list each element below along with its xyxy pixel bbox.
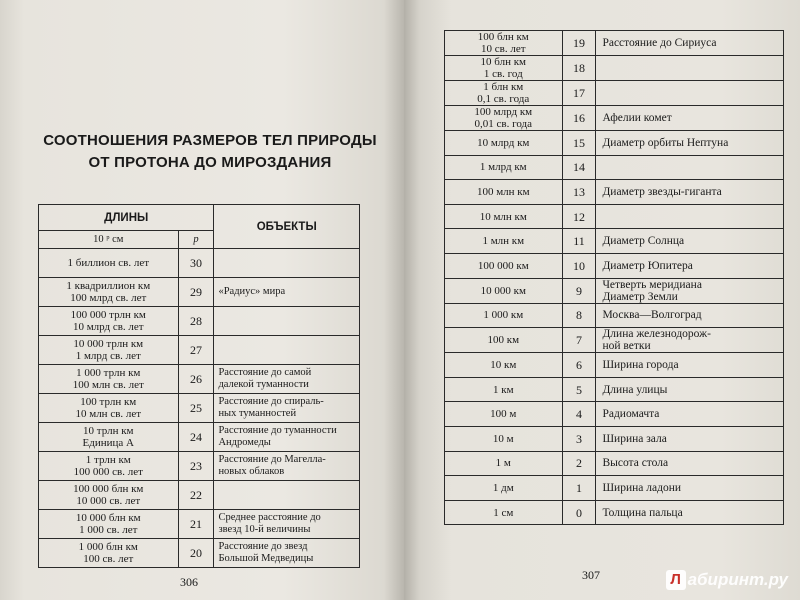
- object-cell: [596, 56, 784, 81]
- exponent-cell: 23: [178, 452, 214, 481]
- table-row: [39, 394, 360, 423]
- length-cell-line: 1 трлн км: [85, 454, 131, 466]
- length-cell: [445, 253, 563, 278]
- length-cell: [445, 353, 563, 378]
- object-cell-line: Расстояние до туманности: [218, 425, 337, 436]
- length-cell: [445, 328, 563, 353]
- object-cell: [214, 278, 360, 307]
- object-cell-line: Москва—Волгоград: [602, 309, 702, 322]
- table-row: [39, 452, 360, 481]
- length-cell: [39, 336, 179, 365]
- length-cell: [445, 31, 563, 56]
- length-cell: [445, 131, 563, 156]
- length-cell-line: 1 св. год: [483, 68, 523, 80]
- length-cell-line: 10 св. лет: [481, 43, 526, 55]
- length-cell: [39, 365, 179, 394]
- object-cell: [596, 81, 784, 106]
- length-cell-line: Единица А: [82, 437, 134, 449]
- length-cell: [445, 56, 563, 81]
- length-cell-line: 10 блн км: [480, 56, 527, 68]
- length-cell-line: 10 млн св. лет: [75, 408, 142, 420]
- object-cell: [596, 204, 784, 229]
- length-cell-line: 100 трлн км: [80, 396, 137, 408]
- exponent-cell: 3: [562, 426, 596, 451]
- length-cell: [445, 81, 563, 106]
- object-cell-line: Большой Медведицы: [218, 553, 314, 564]
- length-cell-line: 10 м: [492, 432, 514, 445]
- right-page: [404, 0, 800, 600]
- object-cell-line: Расстояние до спираль-: [218, 396, 324, 407]
- table-row: [445, 476, 784, 501]
- object-cell: [596, 31, 784, 56]
- object-cell: [214, 336, 360, 365]
- length-cell-line: 10 млрд км: [477, 136, 530, 149]
- length-cell-line: 100 млн км: [476, 185, 530, 198]
- table-row: [445, 278, 784, 303]
- length-cell: [39, 452, 179, 481]
- length-cell: [445, 377, 563, 402]
- length-cell-line: 100 км: [487, 334, 520, 347]
- exponent-cell: 28: [178, 307, 214, 336]
- length-cell-line: 1 000 св. лет: [79, 524, 138, 536]
- object-cell-line: ных туманностей: [218, 408, 297, 419]
- table-row: [445, 303, 784, 328]
- table-row: [39, 307, 360, 336]
- length-cell-line: 1 квадриллион км: [66, 280, 151, 292]
- table-row: [445, 426, 784, 451]
- table-row: [445, 131, 784, 156]
- labirint-logo-icon: Л: [666, 570, 686, 590]
- length-cell: [445, 476, 563, 501]
- length-cell: [39, 510, 179, 539]
- exponent-cell: 9: [562, 278, 596, 303]
- exponent-cell: 22: [178, 481, 214, 510]
- length-cell-line: 100 000 блн км: [73, 483, 144, 495]
- length-cell-line: 10 млрд св. лет: [72, 321, 144, 333]
- header-unit: 10 ᵖ см: [39, 231, 179, 249]
- page-title: [40, 130, 380, 174]
- object-cell-line: Расстояние до звезд: [218, 541, 308, 552]
- length-cell: [445, 180, 563, 205]
- length-cell: [445, 155, 563, 180]
- table-row: [39, 336, 360, 365]
- object-cell: [596, 131, 784, 156]
- length-cell-line: 1 м: [495, 457, 511, 470]
- table-row: [445, 253, 784, 278]
- exponent-cell: 8: [562, 303, 596, 328]
- table-row: [445, 402, 784, 427]
- length-cell: [445, 500, 563, 525]
- watermark-logo: [666, 570, 788, 590]
- page-number-right: 307: [582, 568, 600, 582]
- length-cell: [445, 451, 563, 476]
- exponent-cell: 24: [178, 423, 214, 452]
- length-cell: [445, 426, 563, 451]
- title-line-2: ОТ ПРОТОНА ДО МИРОЗДАНИЯ: [88, 154, 332, 171]
- size-ratio-table-right: [444, 30, 784, 525]
- object-cell-line: Диаметр Солнца: [602, 235, 685, 248]
- length-cell-line: 100 млрд св. лет: [70, 292, 147, 304]
- exponent-cell: 27: [178, 336, 214, 365]
- exponent-cell: 11: [562, 229, 596, 254]
- object-cell-line: Афелии комет: [602, 112, 672, 124]
- object-cell: [596, 426, 784, 451]
- table-row: [445, 229, 784, 254]
- length-cell-line: 10 трлн км: [83, 425, 134, 437]
- length-cell-line: 1 000 трлн км: [76, 367, 141, 379]
- object-cell-line: Среднее расстояние до: [218, 512, 321, 523]
- object-cell: [596, 402, 784, 427]
- object-cell: [596, 106, 784, 131]
- object-cell: [596, 328, 784, 353]
- object-cell-line: Толщина пальца: [602, 506, 683, 519]
- length-cell: [445, 204, 563, 229]
- length-cell-line: 10 000 св. лет: [76, 495, 141, 507]
- table-row: [445, 500, 784, 525]
- length-cell-line: 1 000 блн км: [78, 541, 138, 553]
- object-cell: [214, 452, 360, 481]
- exponent-cell: 12: [562, 204, 596, 229]
- object-cell: [596, 180, 784, 205]
- table-row: [445, 155, 784, 180]
- object-cell-line: новых облаков: [218, 466, 285, 477]
- exponent-cell: 19: [562, 31, 596, 56]
- watermark-text: абиринт.ру: [687, 570, 788, 589]
- length-cell-line: 1 000 км: [483, 309, 524, 322]
- object-cell-line: Высота стола: [602, 457, 669, 470]
- length-cell-line: 10 млн км: [479, 210, 527, 223]
- exponent-cell: 17: [562, 81, 596, 106]
- object-cell: [214, 423, 360, 452]
- object-cell: [596, 303, 784, 328]
- object-cell-line: Четверть меридиана: [602, 278, 702, 291]
- object-cell: [596, 377, 784, 402]
- size-ratio-table-left: [38, 204, 360, 568]
- table-row: [39, 539, 360, 568]
- object-cell-line: Диаметр Юпитера: [602, 259, 693, 272]
- object-cell: [596, 229, 784, 254]
- object-cell: [214, 249, 360, 278]
- length-cell-line: 1 см: [493, 506, 514, 519]
- length-cell-line: 1 млн км: [482, 235, 525, 248]
- table-row: [445, 106, 784, 131]
- length-cell-line: 100 св. лет: [83, 553, 134, 565]
- exponent-cell: 16: [562, 106, 596, 131]
- length-cell-line: 10 000 км: [480, 284, 526, 297]
- table-row: [445, 56, 784, 81]
- length-cell-line: 100 000 св. лет: [73, 466, 143, 478]
- object-cell-line: Ширина зала: [602, 432, 667, 445]
- object-cell: [214, 481, 360, 510]
- object-cell: [596, 451, 784, 476]
- length-cell-line: 10 000 блн км: [75, 512, 141, 524]
- object-cell-line: Расстояние до Магелла-: [218, 454, 326, 465]
- exponent-cell: 20: [178, 539, 214, 568]
- length-cell-line: 0,01 св. года: [474, 118, 533, 130]
- object-cell: [214, 510, 360, 539]
- length-cell: [39, 423, 179, 452]
- table-row: [39, 365, 360, 394]
- exponent-cell: 7: [562, 328, 596, 353]
- page-number-left: 306: [180, 575, 198, 589]
- object-cell-line: Андромеды: [218, 437, 271, 448]
- exponent-cell: 25: [178, 394, 214, 423]
- length-cell: [39, 278, 179, 307]
- length-cell: [445, 402, 563, 427]
- length-cell: [445, 278, 563, 303]
- exponent-cell: 15: [562, 131, 596, 156]
- length-cell-line: 10 000 трлн км: [73, 338, 144, 350]
- table-row: [39, 481, 360, 510]
- table-row: [445, 180, 784, 205]
- table-row: [445, 31, 784, 56]
- length-cell-line: 1 дм: [492, 481, 514, 494]
- header-p: p: [178, 231, 214, 249]
- length-cell-line: 10 км: [490, 358, 517, 371]
- length-cell: [445, 229, 563, 254]
- object-cell-line: Диаметр орбиты Нептуна: [602, 136, 729, 149]
- exponent-cell: 14: [562, 155, 596, 180]
- exponent-cell: 18: [562, 56, 596, 81]
- exponent-cell: 30: [178, 249, 214, 278]
- length-cell: [39, 307, 179, 336]
- table-row: [445, 328, 784, 353]
- title-line-1: СООТНОШЕНИЯ РАЗМЕРОВ ТЕЛ ПРИРОДЫ: [43, 132, 377, 149]
- table-row: [39, 249, 360, 278]
- object-cell: [596, 278, 784, 303]
- table-row: [39, 278, 360, 307]
- object-cell-line: Диаметр звезды-гиганта: [602, 185, 722, 198]
- object-cell-line: Расстояние до самой: [218, 367, 312, 378]
- length-cell-line: 1 млрд км: [479, 161, 527, 174]
- object-cell-line: «Радиус» мира: [218, 286, 286, 297]
- exponent-cell: 2: [562, 451, 596, 476]
- object-cell-line: ной ветки: [602, 340, 651, 353]
- object-cell-line: Длина железнодорож-: [602, 328, 711, 341]
- exponent-cell: 13: [562, 180, 596, 205]
- table-row: [445, 81, 784, 106]
- table-row: [39, 423, 360, 452]
- header-objects: ОБЪЕКТЫ: [214, 205, 360, 249]
- exponent-cell: 29: [178, 278, 214, 307]
- length-cell-line: 100 блн км: [477, 31, 529, 43]
- table-row: [445, 451, 784, 476]
- length-cell-line: 100 000 трлн км: [70, 309, 146, 321]
- length-cell-line: 1 биллион св. лет: [67, 257, 150, 269]
- length-cell-line: 0,1 св. года: [477, 93, 530, 105]
- object-cell-line: Диаметр Земли: [602, 290, 678, 303]
- length-cell-line: 100 млн св. лет: [72, 379, 144, 391]
- exponent-cell: 6: [562, 353, 596, 378]
- object-cell-line: звезд 10-й величины: [218, 524, 311, 535]
- object-cell-line: Расстояние до Сириуса: [602, 37, 717, 49]
- object-cell: [596, 500, 784, 525]
- object-cell: [214, 394, 360, 423]
- object-cell: [596, 253, 784, 278]
- object-cell: [214, 539, 360, 568]
- table-row: [445, 353, 784, 378]
- object-cell: [214, 307, 360, 336]
- object-cell: [596, 476, 784, 501]
- length-cell: [445, 106, 563, 131]
- exponent-cell: 4: [562, 402, 596, 427]
- exponent-cell: 1: [562, 476, 596, 501]
- table-row: [445, 377, 784, 402]
- object-cell-line: Ширина города: [602, 358, 679, 371]
- length-cell-line: 1 км: [493, 383, 514, 396]
- length-cell: [39, 394, 179, 423]
- object-cell-line: далекой туманности: [218, 379, 309, 390]
- exponent-cell: 10: [562, 253, 596, 278]
- exponent-cell: 21: [178, 510, 214, 539]
- length-cell: [445, 303, 563, 328]
- exponent-cell: 26: [178, 365, 214, 394]
- header-lengths: ДЛИНЫ: [39, 205, 214, 231]
- length-cell-line: 1 млрд св. лет: [75, 350, 141, 362]
- table-row: [39, 510, 360, 539]
- length-cell-line: 100 м: [490, 408, 517, 421]
- table-row: [445, 204, 784, 229]
- object-cell-line: Длина улицы: [602, 383, 668, 396]
- length-cell: [39, 481, 179, 510]
- length-cell: [39, 539, 179, 568]
- object-cell-line: Ширина ладони: [602, 481, 681, 494]
- object-cell: [596, 353, 784, 378]
- length-cell-line: 100 млрд км: [474, 106, 533, 118]
- object-cell: [596, 155, 784, 180]
- length-cell-line: 1 блн км: [483, 81, 524, 93]
- object-cell: [214, 365, 360, 394]
- length-cell-line: 100 000 км: [477, 259, 529, 272]
- object-cell-line: Радиомачта: [602, 408, 660, 421]
- exponent-cell: 0: [562, 500, 596, 525]
- length-cell: [39, 249, 179, 278]
- exponent-cell: 5: [562, 377, 596, 402]
